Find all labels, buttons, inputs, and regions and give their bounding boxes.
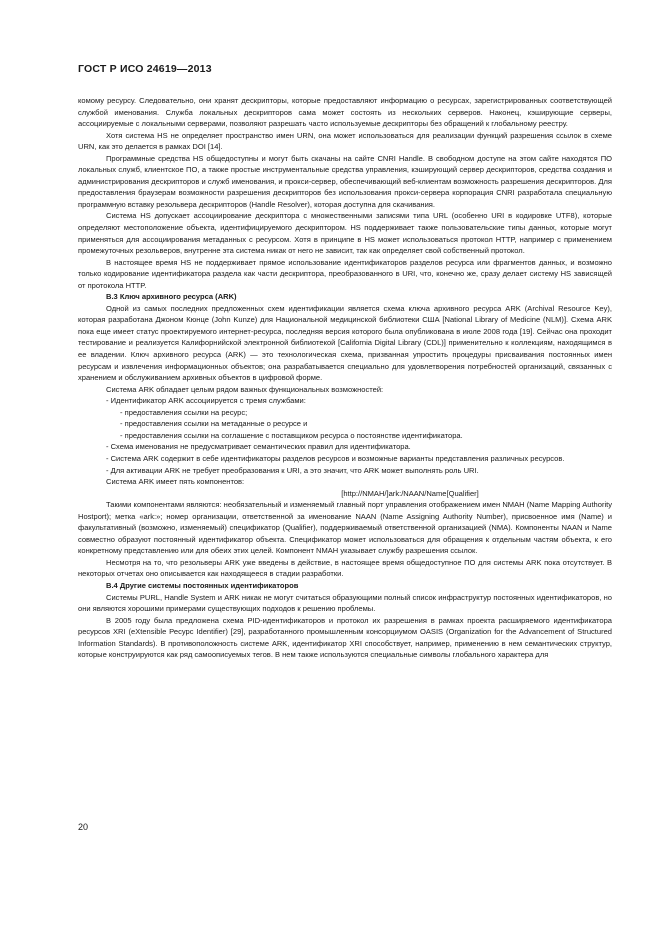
standard-header: ГОСТ Р ИСО 24619—2013 (78, 63, 212, 75)
list-item: - Схема именования не предусматривает семантических правил для идентификатора. (106, 442, 411, 452)
list-item: - Система ARK содержит в себе идентификаторы разделов ресурсов и возможные варианты представления различных ресурсов. (106, 453, 565, 463)
page-number: 20 (78, 822, 89, 832)
paragraph: В 2005 году была предложена схема PID-идентификаторов и протокол их разрешения в рамках проекта расширяемого идентификатора ресурсов XRI (eXtensible Ресурс Identifier) [29], разработанного промышленным консорциумом OASIS (Organization for the Advancement of Structured Information Standards). В противоположность системе ARK, идентификатор XRI способствует, например, применению в нем семантических структур, которые конструируются как ряд самоописуемых тегов. В нем также используются специальные символы глобального характера для (78, 615, 612, 660)
list-item: - предоставления ссылки на метаданные о ресурсе и (120, 419, 308, 429)
list-item: - предоставления ссылки на соглашение с поставщиком ресурса о постоянстве идентификатора. (120, 430, 463, 440)
paragraph: Система ARK обладает целым рядом важных функциональных возможностей: (106, 384, 384, 394)
list-item: - Идентификатор ARK ассоциируется с тремя службами: (106, 396, 306, 406)
paragraph: Одной из самых последних предложенных схем идентификации является схема ключа архивного ресурса ARK (Archival Resource Key), которая разработана Джоном Кюнце (John Kunze) для Национальной медицинской библиотеки США [National Library of Medicine (NLM)]. Схема ARK пока еще имеет статус проектируемого интернет-ресурса, последняя версия которого была опубликована в июле 2008 года [19]. Сейчас она проходит тестирование и реализуется Калифорнийской электронной библиотекой [California Digital Library (CDL)] применительно к коллекциям, находящимся в ее владении. Ключ архивного ресурса (ARK) — это технологическая схема, призванная упростить процедуры присваивания постоянных имен ресурсам и извлечения информационных объектов; она разрабатывается специально для удовлетворения потребностей организаций, связанных с хранением и обслуживанием архивных объектов в цифровой форме. (78, 303, 612, 383)
section-heading-b3: B.3 Ключ архивного ресурса (ARK) (106, 292, 237, 302)
paragraph: Хотя система HS не определяет пространство имен URN, она может использоваться для реализации функций разрешения ссылок в схеме URN, как это делается в рамках DOI [14]. (78, 130, 612, 152)
paragraph: Система ARK имеет пять компонентов: (106, 477, 245, 487)
paragraph: Программные средства HS общедоступны и могут быть скачаны на сайте CNRI Handle. В свободном доступе на этом сайте находятся ПО локальных служб, клиентское ПО, а также простые инструментальные средства управления, кэширующий сервер дескрипторов, средства создания и администрирования дескрипторов и служб именования, и прокси-сервер, обеспечивающий веб-клиентам возможность разрешения дескрипторов. Для предоставления браузерам возможности разрешения дескрипторов без использования прокси-сервера корпорация CNRI разработала специальную программную вставку резольвера дескрипторов (Handle Resolver), которая доступна для скачивания. (78, 153, 612, 209)
paragraph: В настоящее время HS не поддерживает прямое использование идентификаторов разделов ресурса или фрагментов данных, и возможно только кодирование идентификатора раздела как части дескриптора, преобразованного в URI, что, конечно же, сразу делает систему HS зависящей от протокола HTTP. (78, 257, 612, 290)
paragraph: Несмотря на то, что резольверы ARK уже введены в действие, в настоящее время общедоступное ПО для системы ARK пока отсутствует. В некоторых отчетах оно описывается как находящееся в стадии разработки. (78, 557, 612, 579)
paragraph: Такими компонентами являются: необязательный и изменяемый главный порт управления отображением имен NMAH (Name Mapping Authority Hostport); метка «ark:»; номер организации, ответственной за именование NAAN (Name Assigning Authority Number), присвоенное имя (Name) и факультативный (возможно, изменяемый) спецификатор (Qualifier), поддерживаемый ответственной организацией (NMA). Компоненты NAAN и Name совместно образуют постоянный идентификатор объекта. Спецификатор может использоваться для обращения к отдельным частям объекта, к его конкретному представлению или для обеих этих целей. Компонент NMAH указывает службу разрешения ссылок. (78, 500, 612, 556)
section-heading-b4: B.4 Другие системы постоянных идентификаторов (106, 580, 299, 590)
list-item: - Для активации ARK не требует преобразования к URI, а это значит, что ARK может выполнять роль URI. (106, 465, 479, 475)
paragraph: Системы PURL, Handle System и ARK никак не могут считаться образующими полный список инфраструктур постоянных идентификаторов, но они являются хорошими примерами существующих подходов к решению проблемы. (78, 592, 612, 614)
document-body (78, 95, 612, 661)
paragraph: Система HS допускает ассоциирование дескриптора с множественными записями типа URL (особенно URI в кодировке UTF8), которые определяют местоположение объекта, идентифицируемого дескриптором. HS поддерживает также пользовательские типы данных, которые могут применяться для ассоциирования метаданных с ресурсом. Хотя в принципе в HS может использоваться протокол HTTP, например с применением промежуточных резольверов, внутренне эта система никак от него не зависит, так как определяет свой собственный протокол. (78, 211, 612, 256)
paragraph: комому ресурсу. Следовательно, они хранят дескрипторы, которые предоставляют информацию о ресурсах, зарегистрированных соответствующей службой именования. Служба локальных дескрипторов сама может состоять из нескольких серверов. Наконец, кэширующие серверы, ассоциируемые с локальными серверами, позволяют разрешать часто используемые дескрипторы без обращений к глобальному реестру. (78, 96, 612, 129)
list-item: - предоставления ссылки на ресурс; (120, 407, 248, 417)
ark-syntax-formula: [http://NMAH/]ark:/NAAN/Name[Qualifier] (341, 488, 479, 498)
